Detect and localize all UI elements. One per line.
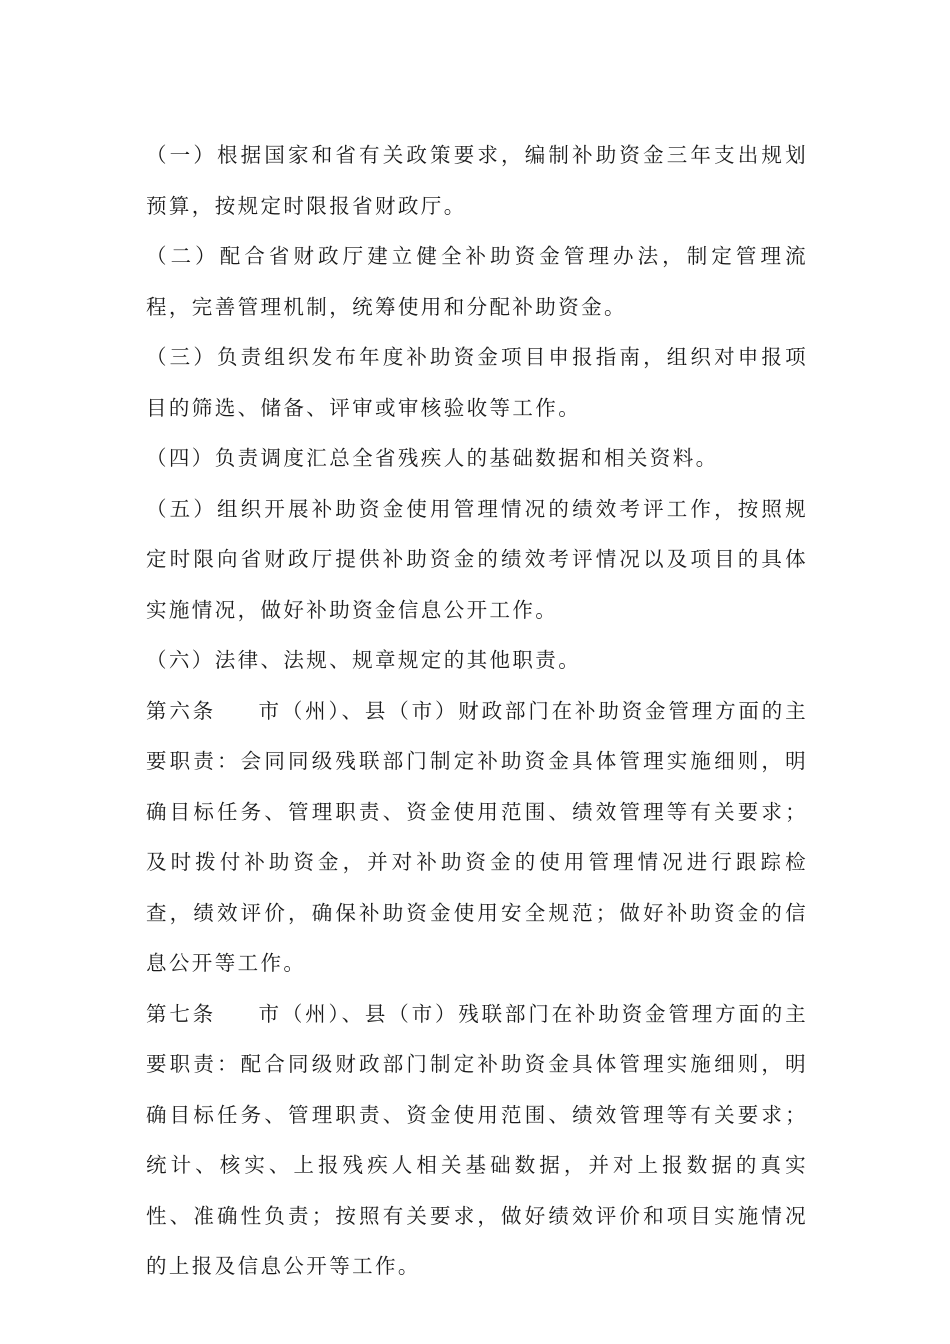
article-7-label: 第七条: [146, 1001, 217, 1026]
article-6: [146, 686, 808, 989]
document-body: [146, 130, 808, 1292]
duty-item-6: （六）法律、法规、规章规定的其他职责。: [146, 648, 582, 672]
article-7-text: 市（州）、县（市）残联部门在补助资金管理方面的主要职责：配合同级财政部门制定补助资金具体管理实施细则，明确目标任务、管理职责、资金使用范围、绩效管理等有关要求；统计、核实、上报残疾人相关基础数据，并对上报数据的真实性、准确性负责；按照有关要求，做好绩效评价和项目实施情况的上报及信息公开等工作。: [146, 1001, 808, 1278]
article-7: [146, 989, 808, 1292]
article-6-text: 市（州）、县（市）财政部门在补助资金管理方面的主要职责：会同同级残联部门制定补助资金具体管理实施细则，明确目标任务、管理职责、资金使用范围、绩效管理等有关要求；及时拨付补助资金，并对补助资金的使用管理情况进行跟踪检查，绩效评价，确保补助资金使用安全规范；做好补助资金的信息公开等工作。: [146, 698, 808, 975]
article-6-label: 第六条: [146, 698, 217, 723]
duty-item-3: （三）负责组织发布年度补助资金项目申报指南，组织对申报项目的筛选、储备、评审或审核验收等工作。: [146, 345, 808, 420]
duty-item-5: （五）组织开展补助资金使用管理情况的绩效考评工作，按照规定时限向省财政厅提供补助资金的绩效考评情况以及项目的具体实施情况，做好补助资金信息公开工作。: [146, 496, 808, 622]
duty-item-4: （四）负责调度汇总全省残疾人的基础数据和相关资料。: [146, 446, 719, 470]
duty-item-2: （二）配合省财政厅建立健全补助资金管理办法，制定管理流程，完善管理机制，统筹使用和分配补助资金。: [146, 244, 808, 319]
duty-item-1: （一）根据国家和省有关政策要求，编制补助资金三年支出规划预算，按规定时限报省财政厅。: [146, 143, 808, 218]
